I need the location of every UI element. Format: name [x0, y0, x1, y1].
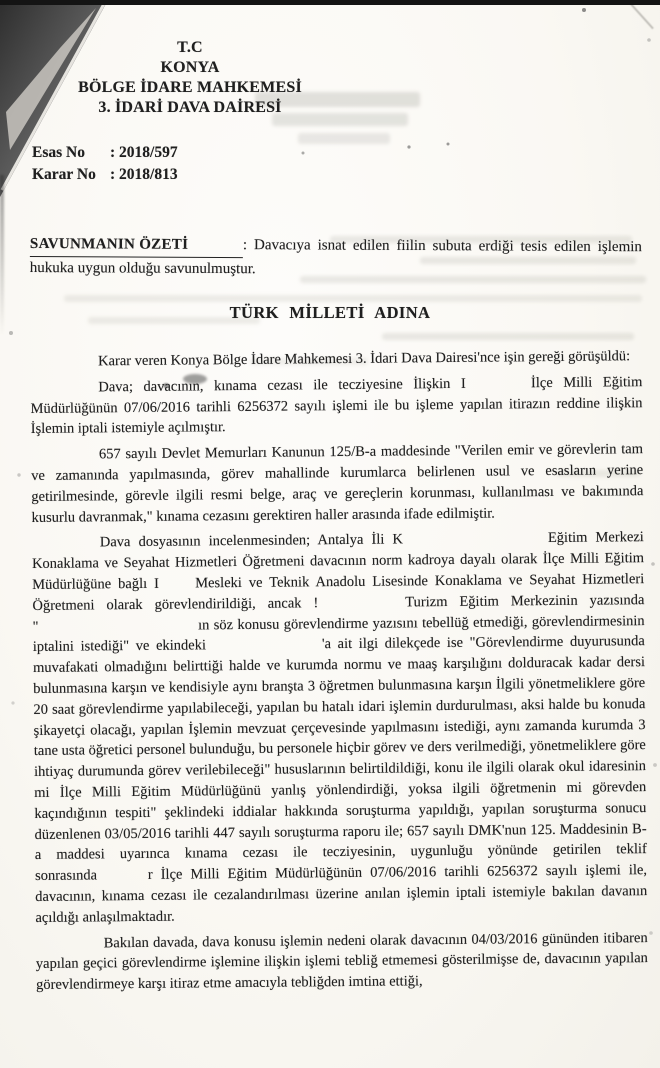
defense-summary-text: : Davacıya isnat edilen fiilin subuta erdiği tesis edilen işlemin hukuka uygun olduğu savunulmuştur.	[29, 237, 642, 278]
page-corner-fold	[0, 0, 135, 210]
in-the-name-of-nation-heading: TÜRK MİLLETİ ADINA	[229, 303, 431, 322]
esas-no-value: : 2018/597	[110, 144, 178, 161]
header-court: BÖLGE İDARE MAHKEMESİ	[78, 79, 302, 96]
scan-edge-artifact	[0, 0, 660, 5]
header-city: KONYA	[160, 59, 220, 76]
paragraph-3: 657 sayılı Devlet Memurları Kanunun 125/B-a maddesinde "Verilen emir ve görevlerin tam ve zamanında yapılmasında, görev mahallinde kurumlarca belirlenen usul ve esasların yerine getirilmesinde, görevle ilgili resmi belge, araç ve gereçlerin korunması, kullanılması ve bakımında kusurlu davranmak," kınama cezasını gerektiren haller arasında ifade edilmiştir.	[31, 441, 644, 526]
defense-summary-label: SAVUNMANIN ÖZETİ	[30, 233, 243, 258]
scan-edge-shade	[0, 175, 4, 335]
decision-body	[30, 346, 648, 1001]
paragraph-2: Dava; davacının, kınama cezası ile tecziyesine İlişkin I İlçe Milli Eğitim Müdürlüğünün 07/06/2016 tarihli 6256372 sayılı işlemi ile bu işleme yapılan itirazın reddine ilişkin İşlemin iptali istemiyle açılmıştır.	[30, 373, 643, 438]
header-country: T.C	[177, 39, 203, 56]
defense-summary-paragraph	[30, 233, 642, 282]
paragraph-5: Bakılan davada, dava konusu işlemin nedeni olarak davacının 04/03/2016 gününden itibaren yapılan geçici görevlendirme işlemine ilişkin işlemi tebliğ etmemesi gösterilmişse de, davacının yapılan görevlendirmeye karşı itiraz etme amacıyla tebliğden imtina ettiği,	[35, 929, 648, 994]
header-chamber: 3. İDARİ DAVA DAİRESİ	[98, 99, 282, 116]
paragraph-1: Karar veren Konya Bölge İdare Mahkemesi 3. İdari Dava Dairesi'nce işin gereği görüşüldü:	[98, 348, 631, 370]
karar-no-label: Karar No	[32, 166, 96, 183]
karar-no-value: : 2018/813	[110, 166, 178, 183]
paragraph-4: Dava dosyasının incelenmesinden; Antalya İli K Eğitim Merkezi Konaklama ve Seyahat Hizmetleri Öğretmeni davacının norm kadroya dayalı olarak İlçe Milli Eğitim Müdürlüğüne bağlı I Mesleki ve Teknik Anadolu Lisesinde Konaklama ve Seyahat Hizmetleri Öğretmeni olarak görevlendirildiği, ancak ! Turizm Eğitim Merkezinin yazısında " ın söz konusu görevlendirme yazısını tebellüğ etmediği, görevlendirmesinin iptalini istediği" ve ekindeki 'a ait ilgi dilekçede ise "Görevlendirme duyurusunda muvafakati olmadığını belirttiği halde ve kurumda normu ve maaş karşılığını dolduracak kadar dersi bulunmasına karşın ve kendisiyle aynı branşta 3 öğretmen bulunmasına karşın İlgili yönetmeliklere göre 20 saat görevlendirme yapılabileceği, yapılan bu hatalı idari işlemin durdurulması, aksi halde bu konuda şikayetçi olacağı, yapılan İşlemin mevzuat çerçevesinde yapılmasını istediği, aynı zamanda kurumda 3 tane usta öğretici personel bulunduğu, bu personele hiçbir görev ve ders verilmediği, yönetmeliklere göre ihtiyaç durumunda görev verilebileceği" hususlarının belirtildildiği, konu ile ilgili olarak okul idaresinin mi İlçe Milli Eğitim Müdürlüğünü yanlış yönlendirdiği, yoksa ilgili öğretmenin mi görevden kaçındığının tespiti" şeklindeki iddialar hakkında soruşturma yapıldığı, yapılan soruşturma sonucu düzenlenen 03/05/2016 tarihli 447 sayılı soruşturma raporu ile; 657 sayılı DMK'nun 125. Maddesinin B-a maddesi uyarınca kınama cezası ile tecziyesinin, uygunluğu yönünde getirilen teklif sonrasında r İlçe Milli Eğitim Müdürlüğünün 07/06/2016 tarihli 6256372 sayılı işlemi ile, davacının, kınama cezası ile cezalandırılması üzerine anılan işlemin iptali istemiyle bakılan davanın açıldığı anlaşılmaktadır.	[31, 529, 648, 926]
esas-no-label: Esas No	[32, 144, 85, 161]
